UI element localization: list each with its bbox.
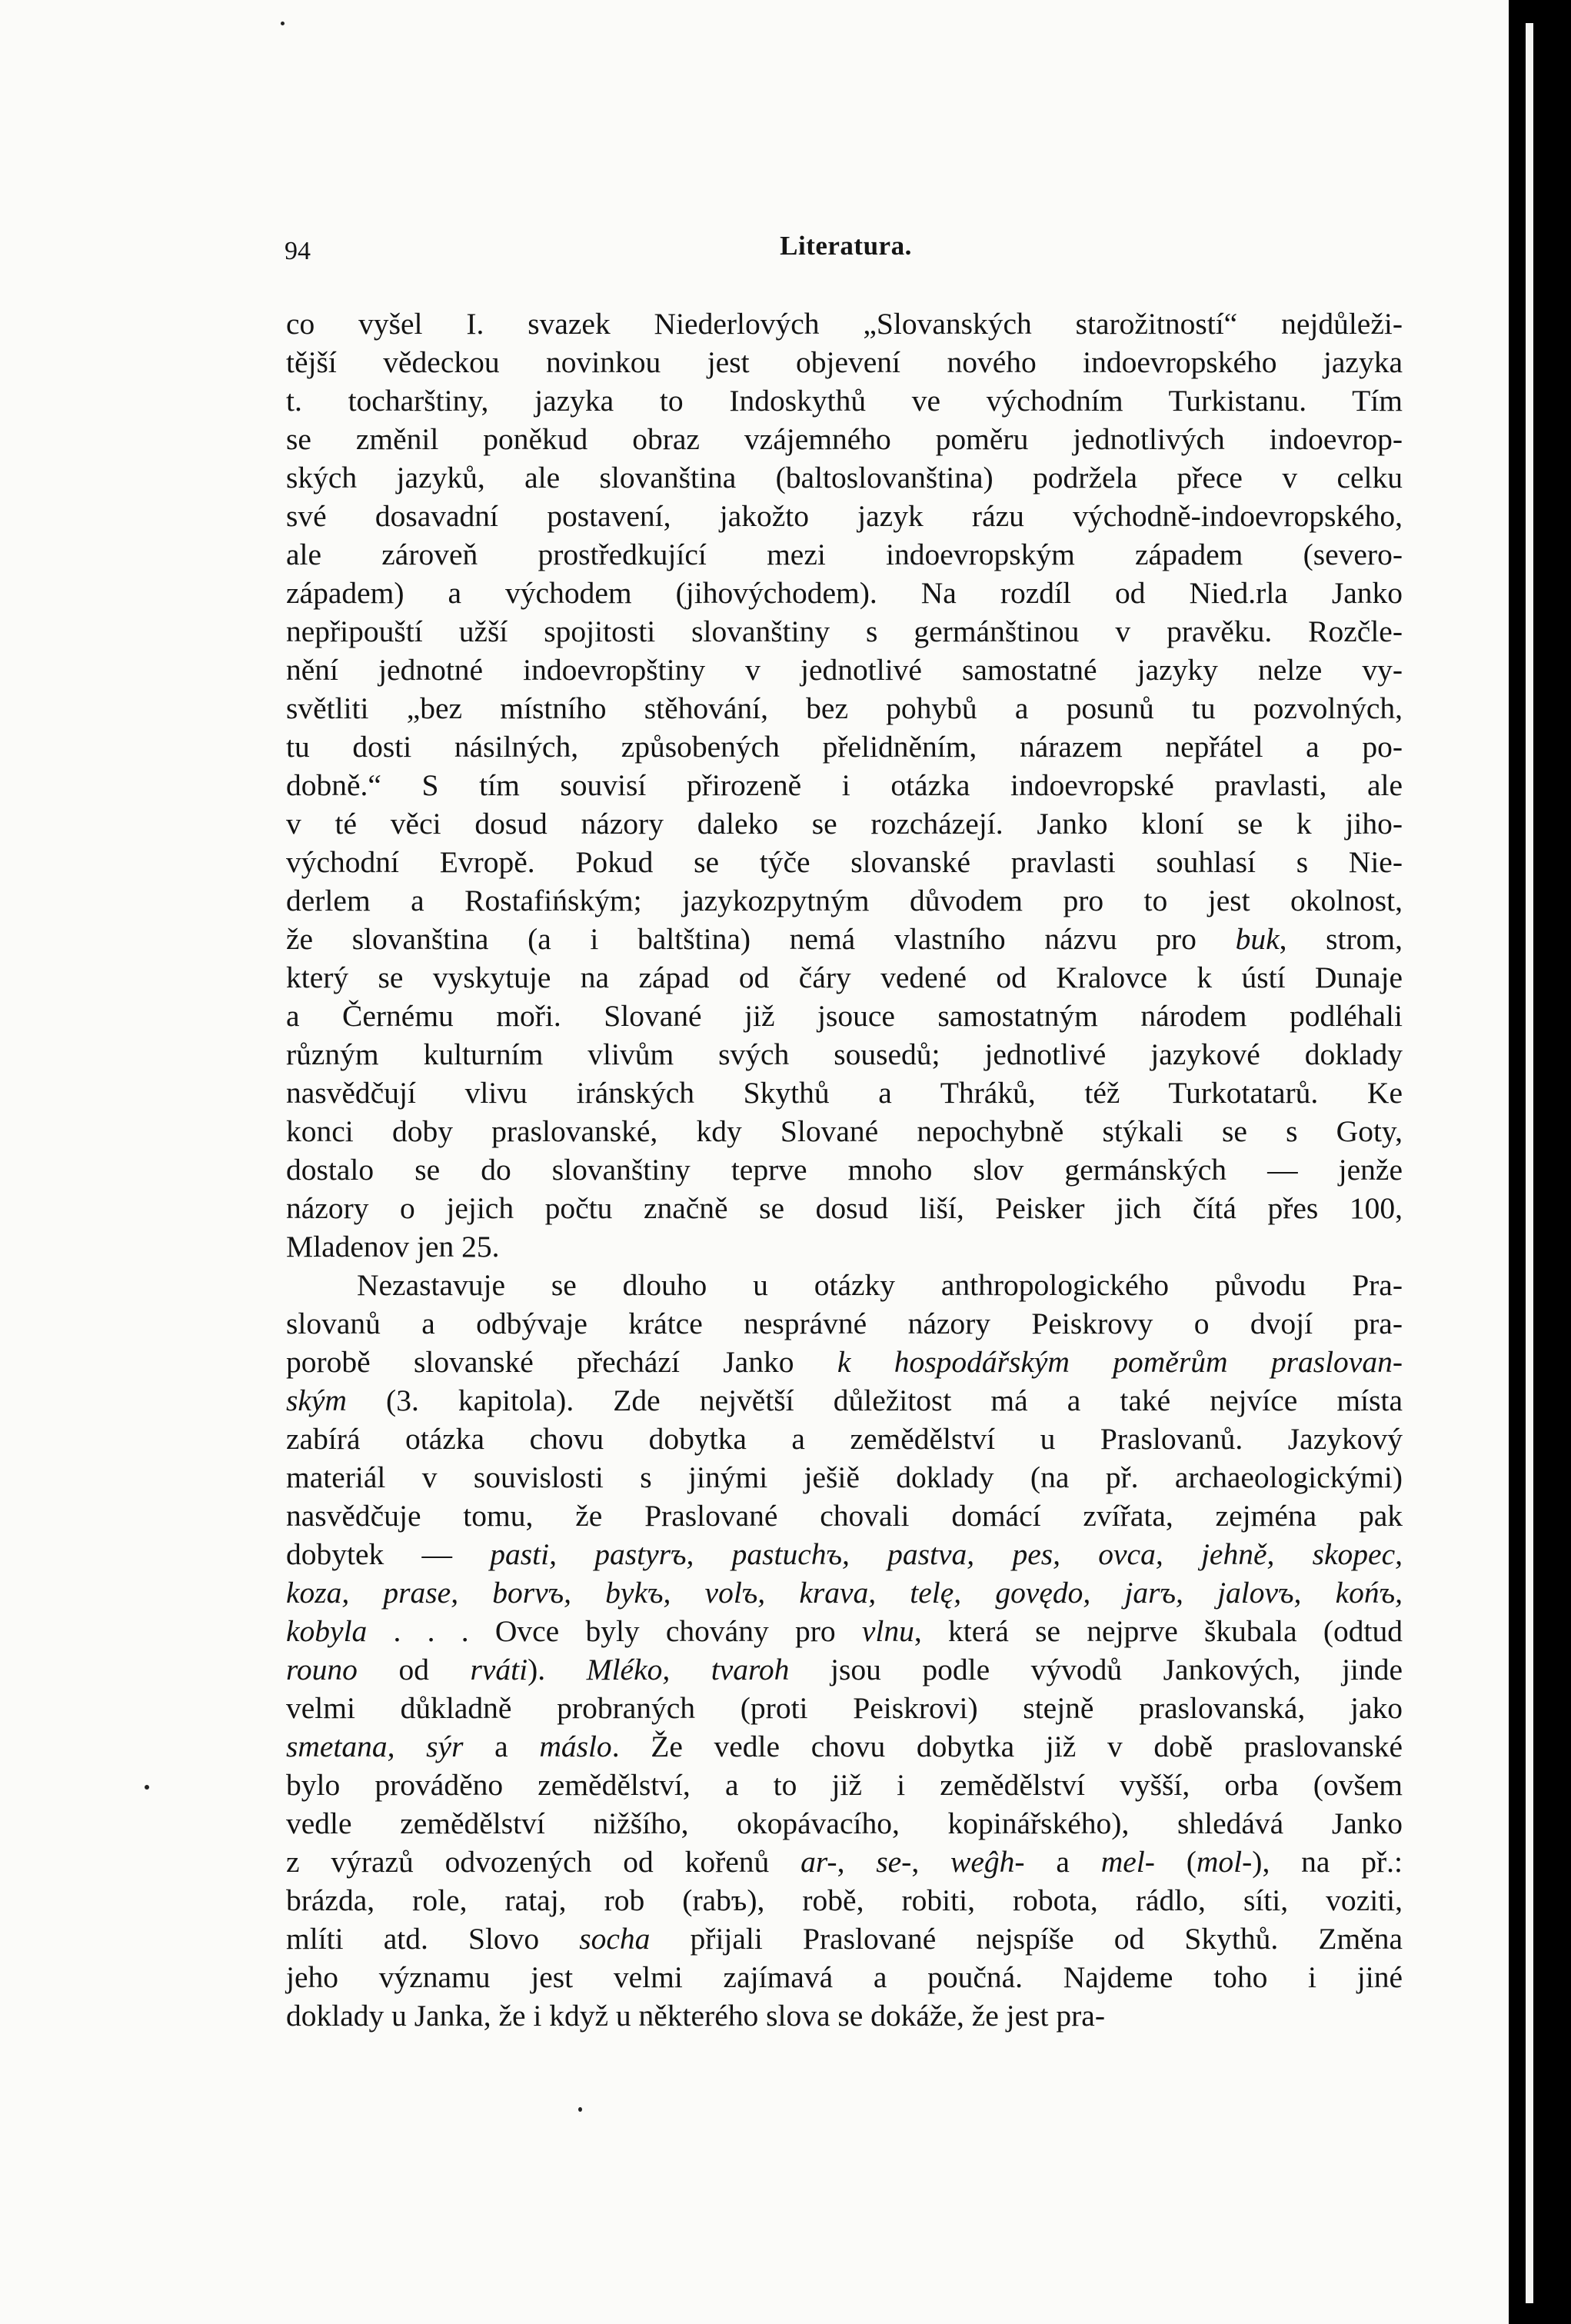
text-run: který se vyskytuje na západ od čáry vedené od Kralovce k ústí Dunaje (286, 961, 1403, 994)
text-line (286, 1074, 1403, 1112)
text-line (286, 1612, 1403, 1650)
text-run: vedle zemědělství nižšího, okopávacího, kopinářského), shledává Janko (286, 1806, 1403, 1840)
text-run: zabírá otázka chovu dobytka a zemědělství u Praslovanů. Jazykový (286, 1422, 1403, 1456)
text-line (286, 343, 1403, 381)
text-run: ). (528, 1653, 587, 1686)
text-line (286, 997, 1403, 1035)
text-run: od (357, 1653, 471, 1686)
text-run: co vyšel I. svazek Niederlových „Slovanských starožitností“ nejdůleži- (286, 307, 1403, 341)
running-title: Literatura. (780, 231, 912, 261)
italic-term: se- (876, 1845, 912, 1879)
text-run: západem) a východem (jihovýchodem). Na rozdíl od Nied.rla Janko (286, 576, 1403, 610)
text-run: derlem a Rostafińským; jazykozpytným důvodem pro to jest okolnost, (286, 884, 1403, 917)
text-run: z výrazů odvozených od kořenů (286, 1845, 801, 1879)
text-run: tější vědeckou novinkou jest objevení nového indoevropského jazyka (286, 345, 1403, 379)
text-run: v té věci dosud názory daleko se rozcházejí. Janko kloní se k jiho- (286, 807, 1403, 841)
text-line (286, 612, 1403, 651)
text-run: , (837, 1845, 877, 1879)
text-run: slovanů a odbývaje krátce nesprávné názory Peiskrovy o dvojí pra- (286, 1307, 1403, 1340)
text-line (286, 1958, 1403, 1996)
text-line (286, 1458, 1403, 1497)
text-line (286, 689, 1403, 727)
text-run: a (463, 1730, 540, 1763)
text-run: dobně.“ S tím souvisí přirozeně i otázka indoevropské pravlasti, ale (286, 768, 1403, 802)
text-run: velmi důkladně probraných (proti Peiskrovi) stejně praslovanská, jako (286, 1691, 1403, 1725)
page-header (285, 231, 1407, 277)
text-line (286, 1420, 1403, 1458)
text-run: , strom, (1279, 922, 1403, 956)
text-run: východní Evropě. Pokud se týče slovanské pravlasti souhlasí s Nie- (286, 845, 1403, 879)
text-run: (3. kapitola). Zde největší důležitost má a také nejvíce místa (346, 1383, 1403, 1417)
text-line (286, 1727, 1403, 1766)
italic-term: pasti, pastyrъ, pastuchъ, pastva, pes, ovca, jehně, skopec, (490, 1537, 1403, 1571)
scan-speck (578, 2107, 582, 2112)
text-line (286, 1266, 1403, 1304)
text-line (286, 1919, 1403, 1958)
text-run: mlíti atd. Slovo (286, 1922, 580, 1956)
italic-term: mol- (1196, 1845, 1253, 1879)
text-run: . . . Ovce byly chovány pro (367, 1614, 862, 1648)
scan-speck (281, 22, 285, 25)
italic-term: koza, prase, borvъ, bykъ, volъ, krava, telę, govędo, jarъ, jalovъ, końъ, (286, 1576, 1403, 1610)
text-line (286, 1650, 1403, 1689)
text-line (286, 958, 1403, 997)
text-run: ( (1154, 1845, 1197, 1879)
text-line (286, 727, 1403, 766)
scan-edge (1509, 0, 1571, 2324)
italic-term: rouno (286, 1653, 358, 1686)
text-line (286, 1497, 1403, 1535)
text-line (286, 305, 1403, 343)
text-line (286, 1150, 1403, 1189)
text-run: tu dosti násilných, způsobených přelidněním, nárazem nepřátel a po- (286, 730, 1403, 764)
text-line (286, 1112, 1403, 1150)
text-line (286, 1996, 1403, 2035)
text-run: bylo prováděno zemědělství, a to již i zemědělství vyšší, orba (ovšem (286, 1768, 1403, 1802)
text-line (286, 920, 1403, 958)
text-run: t. tocharštiny, jazyka to Indoskythů ve východním Turkistanu. Tím (286, 384, 1403, 418)
text-run: a Černému moři. Slované již jsouce samostatným národem podléhali (286, 999, 1403, 1033)
paragraph (286, 1266, 1403, 2035)
text-line (286, 843, 1403, 881)
text-line (286, 1881, 1403, 1919)
text-line (286, 1804, 1403, 1843)
text-run: a (1024, 1845, 1101, 1879)
italic-term: Mléko, tvaroh (586, 1653, 790, 1686)
text-line (286, 1189, 1403, 1227)
text-run: nasvědčují vlivu iránských Skythů a Thráků, též Turkotatarů. Ke (286, 1076, 1403, 1110)
text-line (286, 1689, 1403, 1727)
text-line (286, 804, 1403, 843)
text-run: světliti „bez místního stěhování, bez pohybů a posunů tu pozvolných, (286, 691, 1403, 725)
text-line (286, 881, 1403, 920)
text-run: , která se nejprve škubala (odtud (914, 1614, 1403, 1648)
text-line (286, 1766, 1403, 1804)
paragraph (286, 305, 1403, 1266)
text-line (286, 535, 1403, 574)
text-run: se změnil poněkud obraz vzájemného poměru jednotlivých indoevrop- (286, 422, 1403, 456)
text-line (286, 381, 1403, 420)
italic-term: kobyla (286, 1614, 368, 1648)
italic-term: mel- (1100, 1845, 1155, 1879)
scan-speck (145, 1785, 149, 1790)
text-run: dostalo se do slovanštiny teprve mnoho slov germánských — jenže (286, 1153, 1403, 1187)
text-run: jeho významu jest velmi zajímavá a poučná. Najdeme toho i jiné (286, 1960, 1403, 1994)
text-line (286, 766, 1403, 804)
text-line (286, 1227, 1403, 1266)
text-line (286, 574, 1403, 612)
text-run: dobytek — (286, 1537, 491, 1571)
text-line (286, 1573, 1403, 1612)
text-run: názory o jejich počtu značně se dosud liší, Peisker jich čítá přes 100, (286, 1191, 1403, 1225)
italic-term: vlnu (861, 1614, 914, 1648)
text-line (286, 497, 1403, 535)
italic-term: weĝh- (950, 1845, 1025, 1879)
text-run: přijali Praslované nejspíše od Skythů. Změna (650, 1922, 1403, 1956)
text-run: ), na př.: (1252, 1845, 1403, 1879)
text-run: . Že vedle chovu dobytka již v době praslovanské (611, 1730, 1403, 1763)
text-run: porobě slovanské přechází Janko (286, 1345, 837, 1379)
text-run: nepřipouští užší spojitosti slovanštiny s germánštinou v pravěku. Rozčle- (286, 614, 1403, 648)
italic-term: máslo (539, 1730, 612, 1763)
text-line (286, 1304, 1403, 1343)
text-line (286, 1535, 1403, 1573)
text-run: ale zároveň prostředkující mezi indoevropským západem (severo- (286, 538, 1403, 571)
text-run: jsou podle vývodů Jankových, jinde (789, 1653, 1403, 1686)
italic-term: buk (1235, 922, 1280, 956)
page-number: 94 (285, 237, 311, 265)
text-run: brázda, role, rataj, rob (rabъ), robě, robiti, robota, rádlo, síti, voziti, (286, 1883, 1403, 1917)
text-line (286, 651, 1403, 689)
text-run: Mladenov jen 25. (286, 1230, 500, 1264)
text-run: , (911, 1845, 951, 1879)
text-run: různým kulturním vlivům svých sousedů; jednotlivé jazykové doklady (286, 1037, 1403, 1071)
text-run: konci doby praslovanské, kdy Slované nepochybně stýkali se s Goty, (286, 1114, 1403, 1148)
italic-term: smetana, sýr (286, 1730, 464, 1763)
italic-term: socha (579, 1922, 651, 1956)
text-run: své dosavadní postavení, jakožto jazyk rázu východně-indoevropského, (286, 499, 1403, 533)
italic-term: ským (286, 1383, 347, 1417)
scan-edge-line (1526, 23, 1533, 2303)
body-text (286, 305, 1403, 2035)
text-run: doklady u Janka, že i když u některého slova se dokáže, že jest pra- (286, 1999, 1105, 2033)
text-run: nění jednotné indoevropštiny v jednotlivé samostatné jazyky nelze vy- (286, 653, 1403, 687)
text-line (286, 458, 1403, 497)
italic-term: rváti (470, 1653, 528, 1686)
text-run: materiál v souvislosti s jinými ješiě doklady (na př. archaeologickými) (286, 1460, 1403, 1494)
text-run: že slovanština (a i baltština) nemá vlastního názvu pro (286, 922, 1236, 956)
text-run: nasvědčuje tomu, že Praslované chovali domácí zvířata, zejména pak (286, 1499, 1403, 1533)
text-run: Nezastavuje se dlouho u otázky anthropologického původu Pra- (357, 1268, 1403, 1302)
text-line (286, 420, 1403, 458)
text-line (286, 1381, 1403, 1420)
text-line (286, 1343, 1403, 1381)
text-line (286, 1843, 1403, 1881)
italic-term: k hospodářským poměrům praslovan- (837, 1345, 1403, 1379)
italic-term: ar- (800, 1845, 837, 1879)
text-run: ských jazyků, ale slovanština (baltoslovanština) podržela přece v celku (286, 461, 1403, 494)
text-line (286, 1035, 1403, 1074)
